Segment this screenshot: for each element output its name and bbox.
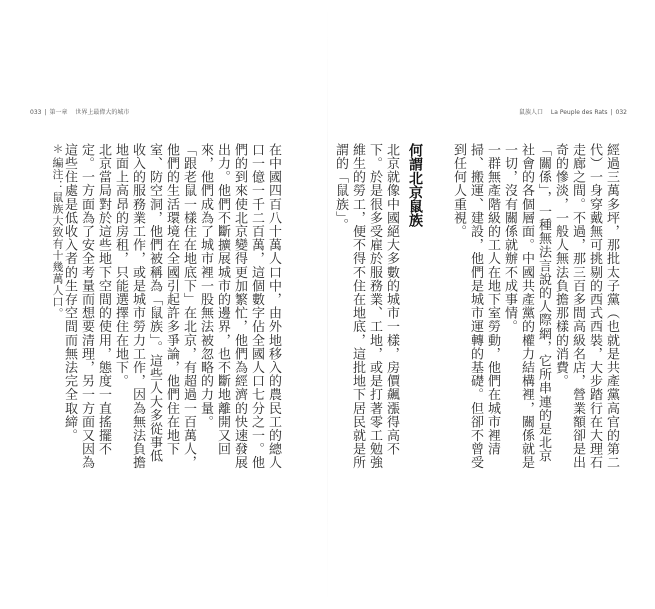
right-page-header: 鼠族人口 La Peuple des Rats | 032 bbox=[518, 109, 627, 116]
left-page-number: 033 bbox=[30, 109, 42, 116]
left-paragraph: 北京當局對於這些地下空間的使用，態度一直搖擺不定。一方面為了安全考量而想要清理，另一方面又因為這些住處是低收入者的生存空間而無法完全取締。 bbox=[62, 143, 111, 470]
left-page-footnote bbox=[28, 143, 64, 343]
left-page-header: 033 | 第一章 世界上最偉大的城市 bbox=[30, 109, 130, 116]
section-heading: 何謂北京鼠族 bbox=[407, 143, 423, 227]
footnote-text: 編注：鼠族大致有十幾萬人口。 bbox=[51, 156, 64, 320]
left-paragraph: 「跟老鼠一樣住在地底下」在北京，有超過一百萬人，他們的生活環境在全國引起許多爭論，他們住在地下室、防空洞，他們被稱為「鼠族」。這些人大多從事低收入的服務業工作，或是城市勞力工作，因為無法負擔地面上高昂的房租，只能選擇住在地下。 bbox=[113, 143, 196, 470]
right-page-number: 032 bbox=[615, 109, 627, 116]
right-running-title-en: La Peuple des Rats bbox=[550, 109, 608, 116]
right-running-title-cn: 鼠族人口 bbox=[518, 109, 543, 116]
left-chapter-label: 第一章 bbox=[49, 109, 68, 116]
left-page-body bbox=[62, 143, 282, 470]
right-page-section-body bbox=[333, 143, 400, 473]
left-paragraph: 在中國四百八十萬人口中，由外地移入的農民工的總人口一億一千二百萬，這個數字佔全國人口七分之一。他們的到來使北京變得更加繁忙，他們為經濟的快速發展出力。他們不斷擴展城市的邊界，也不斷地離開又回來，他們成為了城市裡一股無法被忽略的力量。 bbox=[198, 143, 281, 470]
book-gutter bbox=[327, 0, 328, 609]
right-page-intro bbox=[430, 143, 620, 473]
right-paragraph: 「關係」，一種無法言說的人際網，它所串連的是北京社會的各個層面。中國共產黨的權力結構裡，關係就是一切，沒有關係就辦不成事情。 bbox=[502, 143, 551, 470]
right-paragraph: 經過三萬多坪，那批太子黨（也就是共產黨高官的第二代）一身穿戴無可挑剔的西式西裝，大步踏行在大理石走廊之間。不過，那三百多間高級名店，營業額卻是出奇的慘淡，一般人無法負擔那樣的消費。 bbox=[553, 143, 619, 470]
left-running-title: 世界上最偉大的城市 bbox=[75, 109, 130, 116]
right-section-paragraph: 北京就像中國絕大多數的城市一樣，房價飆漲得高不下。於是很多受雇於服務業、工地，或是打著零工勉強維生的勞工，便不得不住在地底，這批地下居民就是所謂的「鼠族」。 bbox=[333, 143, 399, 470]
footnote-marker: ＊ bbox=[51, 143, 64, 155]
right-paragraph: 一群無產階級的工人在地下室勞動，他們在城市裡清掃、搬運、建設，他們是城市運轉的基礎。但卻不曾受到任何人重視。 bbox=[451, 143, 500, 470]
